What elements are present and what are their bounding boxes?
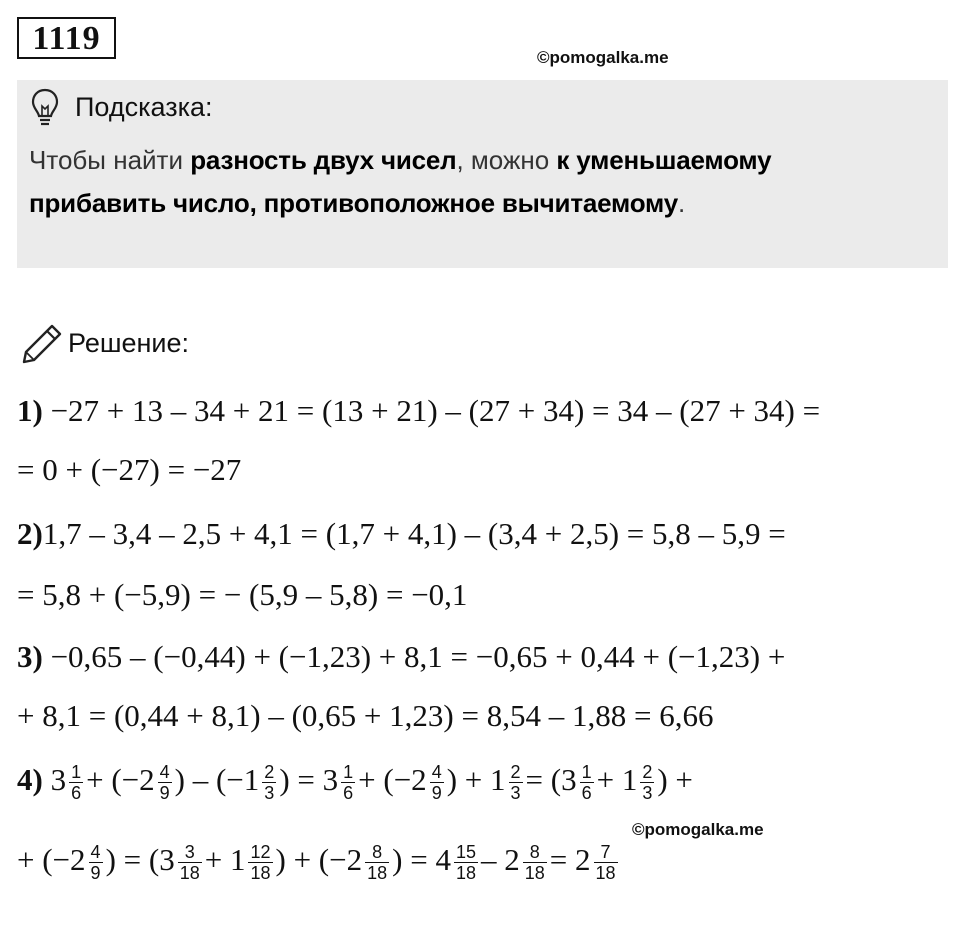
task-number: 1119 [17, 17, 116, 59]
fraction: $\frac{7}{18}$ [595, 842, 616, 884]
solution-item-2-line-2: = 5,8 + (−5,9) = − (5,9 – 5,8) = −0,1 [17, 577, 468, 612]
solution-item-4-line-1: 4) 3 $\frac{1}{6}$ + (−2 $\frac{4}{9}$ ) – (−1 $\frac{2}{3}$ ) = 3 $\frac{1}{6}$ + (−2 $\frac{4}{9}$ ) + 1 $\frac{2}{3}$ = (3 $\frac{1}{6}$ + 1 $\frac{2}{3}$ ) + [17, 762, 693, 804]
fraction: $\frac{1}{6}$ [71, 762, 82, 804]
fraction: $\frac{4}{9}$ [159, 762, 170, 804]
solution-item-3-line-2: + 8,1 = (0,44 + 8,1) – (0,65 + 1,23) = 8,54 – 1,88 = 6,66 [17, 698, 714, 733]
hint-line-1 [29, 145, 771, 176]
fraction: $\frac{12}{18}$ [250, 842, 271, 884]
fraction: $\frac{3}{18}$ [179, 842, 200, 884]
watermark-top: ©pomogalka.me [537, 48, 669, 67]
math-text: −27 + 13 – 34 + 21 = (13 + 21) – (27 + 34) = 34 – (27 + 34) = [42, 393, 821, 428]
fraction: $\frac{8}{18}$ [367, 842, 388, 884]
solution-item-1-line-2: = 0 + (−27) = −27 [17, 452, 242, 487]
hint-text: Чтобы найти [29, 145, 191, 175]
math-text: 1,7 – 3,4 – 2,5 + 4,1 = (1,7 + 4,1) – (3,4 + 2,5) = 5,8 – 5,9 = [42, 516, 786, 551]
solution-item-4-line-2: + (−2 $\frac{4}{9}$ ) = (3 $\frac{3}{18}$ + 1 $\frac{12}{18}$ ) + (−2 $\frac{8}{18}$ ) = 4 $\frac{15}{18}$ – 2 $\frac{8}{18}$ = 2 $\frac{7}{18}$ [17, 842, 616, 884]
fraction: $\frac{1}{6}$ [581, 762, 592, 804]
fraction: $\frac{15}{18}$ [455, 842, 476, 884]
item-label: 1) [17, 393, 43, 428]
fraction: $\frac{4}{9}$ [90, 842, 101, 884]
fraction: $\frac{2}{3}$ [510, 762, 521, 804]
hint-text: , можно [456, 145, 557, 175]
hint-text: . [678, 188, 686, 218]
hint-title: Подсказка: [75, 92, 213, 122]
fraction: $\frac{4}{9}$ [431, 762, 442, 804]
solution-item-3-line-1 [17, 639, 785, 675]
fraction: $\frac{2}{3}$ [264, 762, 275, 804]
hint-bold-text: прибавить число, противоположное вычитаемому [29, 188, 679, 218]
math-text: −0,65 – (−0,44) + (−1,23) + 8,1 = −0,65 + 0,44 + (−1,23) + [42, 639, 786, 674]
hint-bold-text: разность двух чисел [190, 145, 457, 175]
hint-line-2 [29, 188, 685, 219]
fraction: $\frac{8}{18}$ [524, 842, 545, 884]
hint-bold-text: к уменьшаемому [556, 145, 772, 175]
solution-item-2-line-1 [17, 516, 786, 552]
lightbulb-icon [30, 88, 60, 135]
item-label: 3) [17, 639, 43, 674]
watermark-bottom: ©pomogalka.me [632, 820, 764, 839]
item-label: 2) [17, 516, 43, 551]
solution-title: Решение: [68, 328, 190, 358]
pencil-icon [20, 322, 64, 371]
mixed-whole: 3 [50, 762, 67, 797]
fraction: $\frac{1}{6}$ [343, 762, 354, 804]
fraction: $\frac{2}{3}$ [642, 762, 653, 804]
item-label: 4) [17, 762, 43, 797]
solution-item-1-line-1 [17, 393, 820, 429]
